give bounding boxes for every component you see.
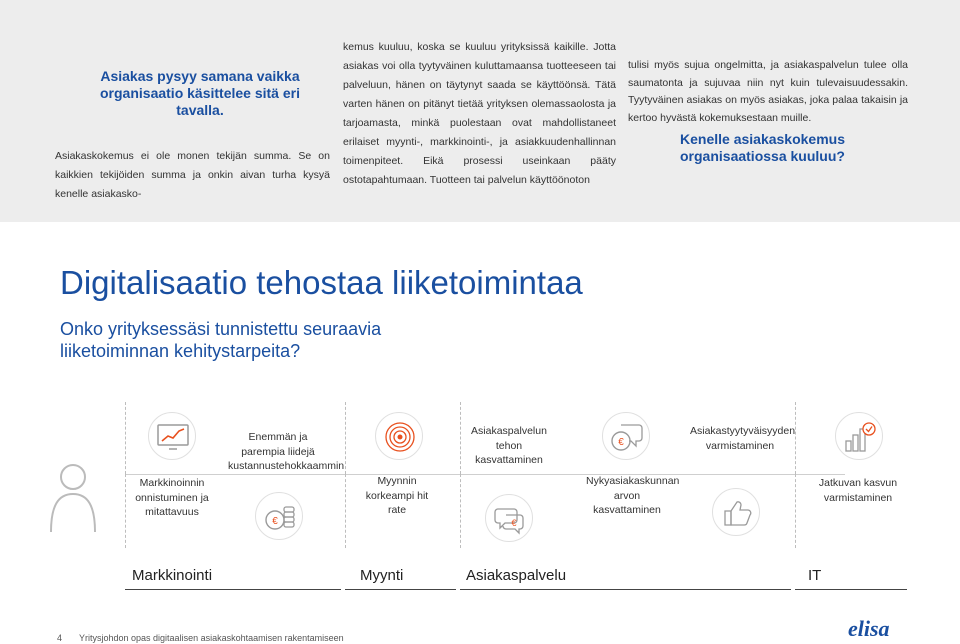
- page-number: 4: [57, 633, 63, 643]
- timeline-divider: [795, 402, 796, 474]
- svg-text:€: €: [272, 516, 278, 527]
- pull-quote: Asiakas pysyy samana vaikka organisaatio käsittelee sitä eri tavalla.: [100, 68, 300, 118]
- category-divider: [795, 589, 907, 590]
- category-label: Markkinointi: [132, 567, 213, 584]
- chat-euro-icon: [602, 412, 650, 460]
- timeline-divider: [460, 402, 461, 474]
- timeline-label: Asiakastyytyväisyyden varmistaminen: [690, 425, 796, 452]
- timeline-label: Nykyasiakaskunnan arvon kasvattaminen: [586, 475, 680, 516]
- section-title: Digitalisaatio tehostaa liiketoimintaa: [60, 264, 583, 301]
- intro-column-3: tulisi myös sujua ongelmitta, ja asiakaspalvelun tulee olla saumatonta ja sujuvaa niin nyt kuin tulevaisuudessakin. Tyytyväinen asiakas on myös asiakas, joka palaa takaisin ja kertoo hyvästä kokemuksestaan muille.: [628, 59, 908, 124]
- coins-euro-icon: [255, 492, 303, 540]
- growth-check-icon: [835, 412, 883, 460]
- handshake-euro-icon: [485, 494, 533, 542]
- timeline-label: Asiakaspalvelun tehon kasvattaminen: [471, 425, 547, 466]
- elisa-logo: [846, 616, 906, 644]
- target-icon: [375, 412, 423, 460]
- category-divider: [125, 589, 341, 590]
- chart-monitor-icon: [148, 412, 196, 460]
- category-label: Asiakaspalvelu: [466, 567, 567, 584]
- timeline-divider: [795, 474, 796, 548]
- intro-heading: Kenelle asiakaskokemus organisaatiossa kuuluu?: [680, 131, 845, 164]
- svg-text:€: €: [618, 437, 624, 448]
- timeline-label: Myynnin korkeampi hit rate: [365, 475, 429, 516]
- category-label: IT: [808, 567, 822, 584]
- timeline-label: Enemmän ja parempia liidejä kustannustehokkaammin: [228, 431, 345, 472]
- svg-text:elisa: elisa: [848, 616, 890, 641]
- section-subtitle: Onko yrityksessäsi tunnistettu seuraavia liiketoiminnan kehitystarpeita?: [60, 319, 382, 361]
- timeline-divider: [125, 402, 126, 474]
- timeline-divider: [345, 402, 346, 474]
- intro-column-2: kemus kuuluu, koska se kuuluu yrityksissä kaikille. Jotta asiakas voi olla tyytyväinen kuluttamaansa tuotteeseen tai palveluun, hänen on täytynyt saada se käyttöönsä. Tätä varten hänen on pitänyt tietää yrityksen olemassaolosta ja tarjoamasta, minkä puolestaan ovat mahdollistaneet erilaiset myynti-, markkinointi-, ja asiakkuudenhallinnan toimenpiteet. Eikä prosessi useinkaan pääty ostotapahtumaan. Tuotteen tai palvelun käyttöönoton: [343, 41, 616, 186]
- category-divider: [345, 589, 456, 590]
- footer-title: Yritysjohdon opas digitaalisen asiakaskohtaamisen rakentamiseen: [79, 633, 344, 643]
- svg-text:€: €: [511, 518, 517, 528]
- timeline-divider: [460, 474, 461, 548]
- thumbs-up-icon: [712, 488, 760, 536]
- category-divider: [460, 589, 791, 590]
- timeline-axis: [125, 474, 845, 475]
- timeline: [0, 400, 960, 550]
- timeline-label: Jatkuvan kasvun varmistaminen: [818, 477, 898, 504]
- timeline-divider: [345, 474, 346, 548]
- intro-column-1: Asiakaskokemus ei ole monen tekijän summa. Se on kaikkien tekijöiden summa ja onkin aivan turha kysyä kenelle asiakasko-: [55, 150, 330, 200]
- category-label: Myynti: [360, 567, 404, 584]
- timeline-label: Markkinoinnin onnistuminen ja mitattavuus: [135, 477, 209, 518]
